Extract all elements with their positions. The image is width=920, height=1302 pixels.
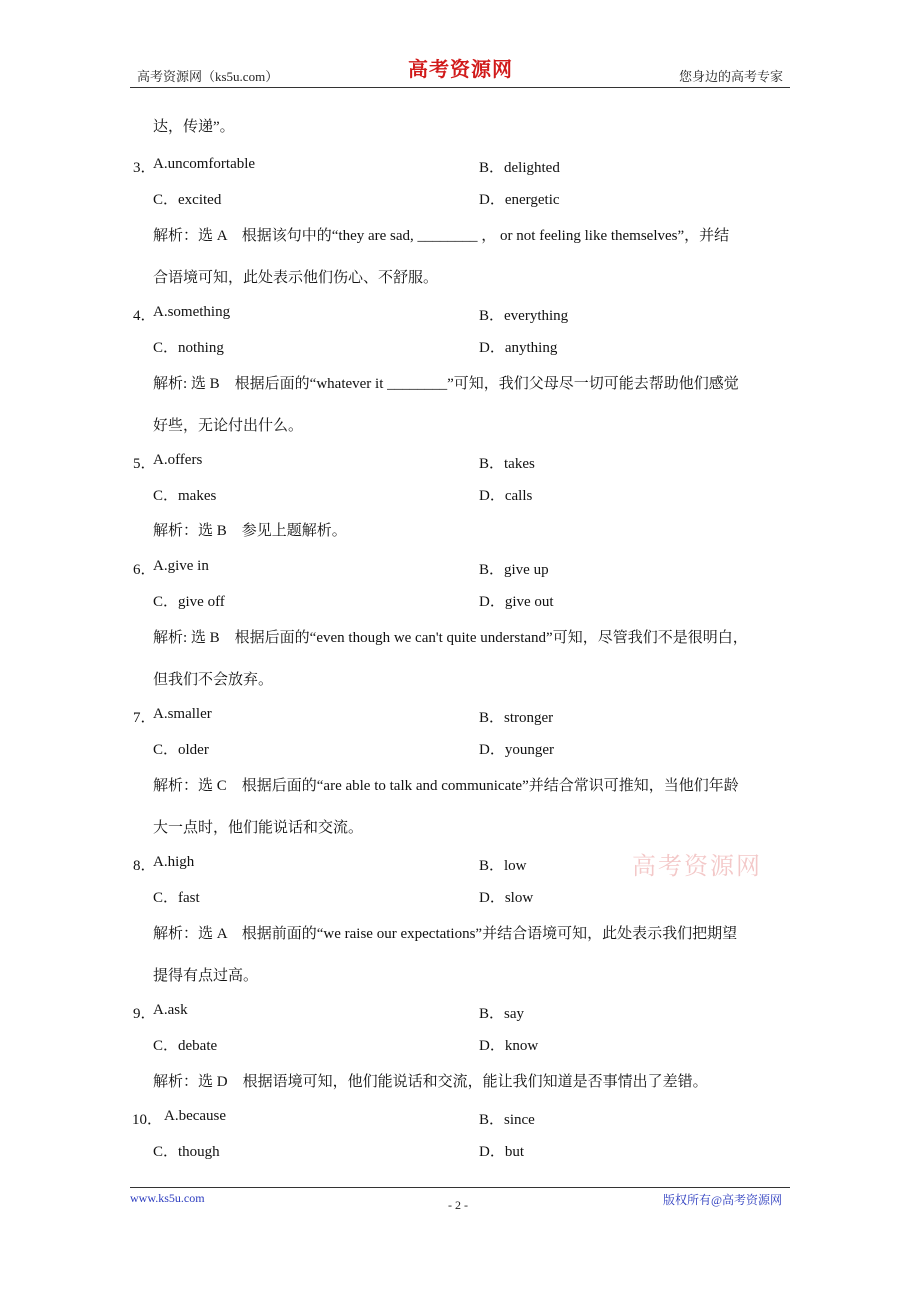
option-d: D．slow bbox=[479, 890, 534, 906]
option-b: B．everything bbox=[479, 308, 569, 324]
option-b: B．give up bbox=[479, 562, 549, 578]
option-a: A.give in bbox=[153, 558, 209, 574]
header-divider bbox=[130, 87, 790, 88]
option-d: D．give out bbox=[479, 594, 554, 610]
option-b: B．delighted bbox=[479, 160, 560, 176]
option-a: A.something bbox=[153, 304, 231, 320]
footer-website-link[interactable]: www.ks5u.com bbox=[130, 1191, 205, 1205]
option-a: A.uncomfortable bbox=[153, 156, 256, 172]
option-c: C．give off bbox=[153, 594, 225, 610]
explanation-line-2: 但我们不会放弃。 bbox=[153, 672, 274, 688]
option-b: B．stronger bbox=[479, 710, 554, 726]
option-b: B．since bbox=[479, 1112, 535, 1128]
option-a: A.smaller bbox=[153, 706, 212, 722]
explanation-line-2: 好些，无论付出什么。 bbox=[153, 418, 304, 434]
option-c: C．excited bbox=[153, 192, 222, 208]
explanation-line-1: 解析：选 D 根据语境可知，他们能说话和交流，能让我们知道是否事情出了差错。 bbox=[153, 1074, 708, 1090]
option-b: B．say bbox=[479, 1006, 525, 1022]
footer-copyright: 版权所有@高考资源网 bbox=[662, 1193, 782, 1207]
intro-text: 达，传递”。 bbox=[153, 119, 235, 135]
option-b: B．low bbox=[479, 858, 527, 874]
option-c: C．though bbox=[153, 1144, 220, 1160]
explanation-line-1: 解析：选 C 根据后面的“are able to talk and communicate”并结合常识可推知，当他们年龄 bbox=[153, 778, 739, 794]
question-number: 4． bbox=[133, 308, 156, 324]
explanation-line-1: 解析：选 A 根据该句中的“they are sad, ________ ， or not feeling like themselves”，并结 bbox=[153, 228, 730, 244]
option-c: C．debate bbox=[153, 1038, 218, 1054]
option-d: D．calls bbox=[479, 488, 533, 504]
question-number: 3． bbox=[133, 160, 156, 176]
explanation-line-2: 提得有点过高。 bbox=[153, 968, 259, 984]
footer-divider bbox=[130, 1187, 790, 1188]
page-number: - 2 - bbox=[448, 1198, 468, 1212]
explanation-line-1: 解析：选 A 根据前面的“we raise our expectations”并结合语境可知，此处表示我们把期望 bbox=[153, 926, 738, 942]
option-d: D．anything bbox=[479, 340, 558, 356]
option-a: A.offers bbox=[153, 452, 203, 468]
option-c: C．fast bbox=[153, 890, 200, 906]
explanation-line-1: 解析：选 B 参见上题解析。 bbox=[153, 523, 347, 539]
header-logo: 高考资源网 bbox=[408, 59, 513, 81]
option-d: D．know bbox=[479, 1038, 539, 1054]
option-a: A.high bbox=[153, 854, 195, 870]
question-number: 9． bbox=[133, 1006, 156, 1022]
option-d: D．younger bbox=[479, 742, 554, 758]
option-d: D．but bbox=[479, 1144, 525, 1160]
option-b: B．takes bbox=[479, 456, 535, 472]
explanation-line-1: 解析: 选 B 根据后面的“whatever it ________”可知，我们父母尽一切可能去帮助他们感觉 bbox=[153, 376, 739, 392]
explanation-line-2: 大一点时，他们能说话和交流。 bbox=[153, 820, 364, 836]
header-right-text: 您身边的高考专家 bbox=[678, 69, 783, 84]
question-number: 10． bbox=[132, 1112, 163, 1128]
option-c: C．older bbox=[153, 742, 209, 758]
question-number: 6． bbox=[133, 562, 156, 578]
option-a: A.ask bbox=[153, 1002, 188, 1018]
watermark: 高考资源网 bbox=[632, 854, 762, 880]
question-number: 8． bbox=[133, 858, 156, 874]
option-d: D．energetic bbox=[479, 192, 560, 208]
question-number: 5． bbox=[133, 456, 156, 472]
option-a: A.because bbox=[164, 1108, 227, 1124]
header-left-text: 高考资源网（ks5u.com） bbox=[137, 69, 279, 84]
option-c: C．makes bbox=[153, 488, 217, 504]
option-c: C．nothing bbox=[153, 340, 224, 356]
question-number: 7． bbox=[133, 710, 156, 726]
explanation-line-1: 解析: 选 B 根据后面的“even though we can't quite understand”可知，尽管我们不是很明白， bbox=[153, 630, 748, 646]
explanation-line-2: 合语境可知，此处表示他们伤心、不舒服。 bbox=[153, 270, 439, 286]
